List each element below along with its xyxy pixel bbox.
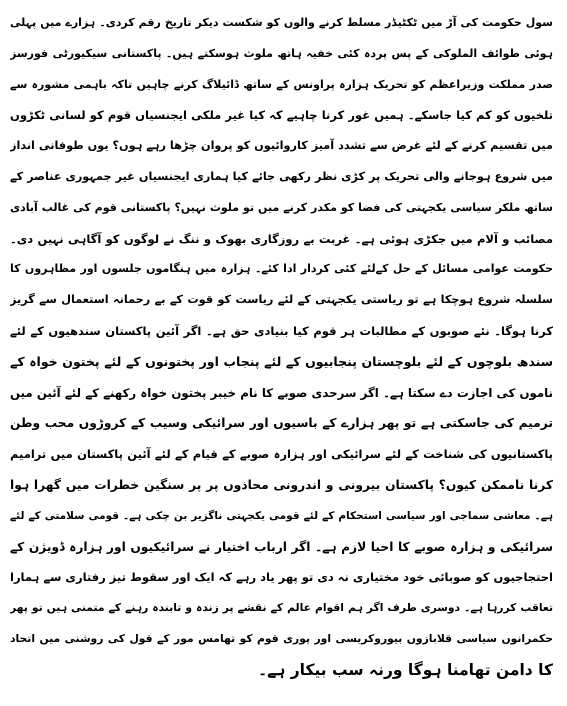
text-line: ہے۔ معاشی سماجی اور سیاسی استحکام کے لئے قومی یکجہتی ناگزیر بن چکی ہے۔ قومی سلامتی کے لئے [10, 509, 553, 522]
text-line: حکمرانوں سیاسی قلابازوں بیوروکریسی اور پوری قوم کو تھامس مور کے قول کی روشنی میں اتحاد [10, 631, 553, 645]
text-line: کا دامن تھامنا ہوگا ورنہ سب بیکار ہے۔ [258, 660, 553, 679]
text-line: میں تقسیم کرنے کے لئے غرض سے تشدد آمیز کاروائیوں کو پروان چڑھا رہے ہوں؟ یوں طوفانی انداز [10, 139, 553, 153]
text-line: ترمیم کی جاسکتی ہے تو پھر ہزارے کے باسیوں اور سرائیکی وسیب کے کروڑوں محب وطن [10, 416, 553, 431]
text-line: ناموں کی اجازت دے سکتا ہے۔ اگر سرحدی صوبے کا نام خیبر پختون خواہ رکھنے کے لئے آئین میں [10, 385, 553, 400]
text-line: سول حکومت کی آڑ میں ٹکٹیڈر مسلط کرنے والوں کو شکست دیکر تاریخ رقم کردی۔ ہزارے میں پہلی [10, 16, 553, 29]
text-line: سلسلہ شروع ہوچکا ہے تو ریاستی یکجہتی کے لئے ریاست کو قوت کے بے رحمانہ استعمال سے گریز [10, 293, 553, 307]
paragraph-1 [10, 8, 553, 254]
text-line: احتجاجیوں کو صوبائی خود مختیاری نہ دی تو پھر یاد رہے کہ ایک اور سقوط تیز رفتاری سے ہمارا [10, 570, 553, 585]
text-line: پاکستانیوں کی شناخت کے لئے سرائیکی اور ہزارہ صوبے کے قیام کے لئے آئین پاکستان میں ترامیم [10, 447, 553, 462]
text-line: ساتھ ملکر سیاسی یکجہتی کی فضا کو مکدر کرنے میں تو ملوث نہیں؟ پاکستانی قوم کی غالب آبادی [10, 200, 553, 214]
text-line: سرائیکی و ہزارہ صوبے کا احیا لازم ہے۔ اگر ارباب اختیار نے سرائیکیوں اور ہزارہ ڈویژن کے [10, 539, 553, 554]
text-line: تلخیوں کو کم کیا جاسکے۔ ہمیں غور کرنا چاہیے کہ کیا غیر ملکی ایجنسیاں قوم کو لسانی ٹکڑوں [10, 108, 553, 123]
text-line: ہوئی طوائف الملوکی کے پس پردہ کئی خفیہ ہاتھ ملوث ہوسکتے ہیں۔ پاکستانی سیکیورٹی فورسز [10, 46, 553, 60]
text-line: مصائب و آلام میں جکڑی ہوئی ہے۔ غربت بے روزگاری بھوک و ننگ نے لوگوں کو آگاہی نہیں دی۔ [10, 231, 553, 246]
text-line: کرنا ناممکن کیوں؟ پاکستان بیرونی و اندرونی محاذوں پر پر سنگین خطرات میں گھرا ہوا [10, 477, 553, 492]
text-line: صدر مملکت وزیراعظم کو تحریک ہزارہ پراونس کے ساتھ ڈائیلاگ کرنے چاہیں تاکہ باہمی مشورہ سے [10, 77, 553, 91]
text-line: حکومت عوامی مسائل کے حل کےلئے کئی کردار ادا کئے۔ ہزارہ میں ہنگاموں جلسوں اور مظاہروں کا [10, 262, 553, 276]
text-line: تعاقب کررہا ہے۔ دوسری طرف اگر ہم اقوام عالم کے نقشے پر زندہ و تابندہ رہنے کے متمنی ہیں تو پھر [10, 601, 553, 615]
paragraph-2 [10, 254, 553, 685]
text-line: کرنا ہوگا۔ نئے صوبوں کے مطالبات ہر قوم کیا بنیادی حق ہے۔ اگر آئین پاکستان سندھیوں کے لئے [10, 323, 553, 338]
text-line: میں شروع ہوجانے والی تحریک پر کڑی نظر رکھی جائے کیا ہماری ایجنسیاں غیر جمہوری عناصر کے [10, 169, 553, 183]
text-line: سندھ بلوچوں کے لئے بلوچستان پنجابیوں کے لئے پنجاب اور پختونوں کے لئے پختون خواہ کے [10, 353, 553, 369]
